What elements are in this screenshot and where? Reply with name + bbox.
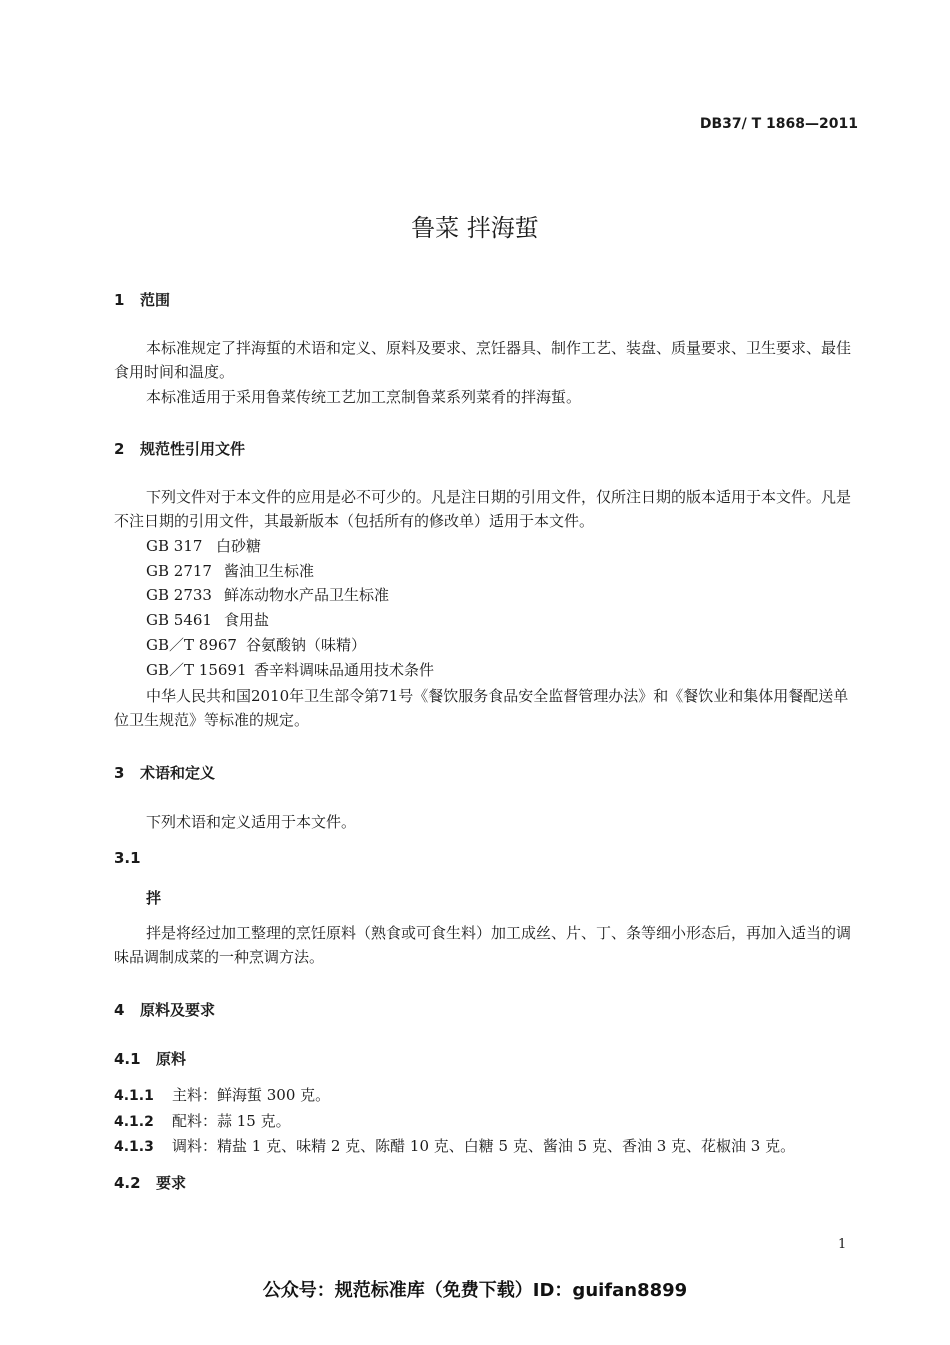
subsection-4-2-heading [114, 1172, 186, 1193]
ingredient-item [114, 1110, 291, 1131]
subsection-number: 4.2 [114, 1174, 141, 1192]
subsection-3-1-number: 3.1 [114, 849, 141, 867]
subsection-title: 要求 [156, 1174, 187, 1192]
document-number: DB37/ T 1868—2011 [699, 116, 858, 132]
section-number: 2 [114, 440, 125, 458]
item-text: 调料：精盐 1 克、味精 2 克、陈醋 10 克、白糖 5 克、酱油 5 克、香油 3 克、花椒油 3 克。 [172, 1137, 796, 1155]
section-title: 术语和定义 [140, 764, 216, 782]
reference-name: 食用盐 [224, 611, 270, 629]
reference-item [146, 634, 366, 655]
reference-code: GB／T 15691 [146, 661, 247, 679]
section-3-heading [114, 762, 215, 783]
reference-item [146, 584, 389, 605]
section-3-paragraph-1: 下列术语和定义适用于本文件。 [146, 813, 357, 831]
reference-item [146, 609, 269, 630]
item-number: 4.1.1 [114, 1088, 154, 1104]
reference-item [146, 560, 314, 581]
section-2-heading [114, 438, 245, 459]
page-title: 鲁菜 拌海蜇 [411, 214, 539, 242]
reference-code: GB／T 8967 [146, 636, 237, 654]
footer-watermark: 公众号：规范标准库（免费下载）ID：guifan8899 [262, 1280, 688, 1301]
subsection-number: 4.1 [114, 1050, 141, 1068]
section-number: 1 [114, 291, 125, 309]
reference-name: 鲜冻动物水产品卫生标准 [224, 586, 390, 604]
section-1-paragraph-2: 本标准适用于采用鲁菜传统工艺加工烹制鲁菜系列菜肴的拌海蜇。 [146, 388, 582, 406]
subsection-4-1-heading [114, 1048, 186, 1069]
ingredient-item [114, 1135, 795, 1156]
item-text: 配料：蒜 15 克。 [172, 1112, 291, 1130]
section-1-heading [114, 289, 170, 310]
reference-name: 酱油卫生标准 [224, 562, 315, 580]
reference-code: GB 5461 [146, 611, 212, 629]
ingredient-item [114, 1084, 330, 1105]
reference-code: GB 2733 [146, 586, 212, 604]
term-heading: 拌 [146, 889, 162, 907]
reference-name: 白砂糖 [216, 537, 262, 555]
section-title: 规范性引用文件 [140, 440, 246, 458]
subsection-title: 原料 [156, 1050, 187, 1068]
page-number: 1 [838, 1237, 847, 1252]
section-2-paragraph-1: 下列文件对于本文件的应用是必不可少的。凡是注日期的引用文件，仅所注日期的版本适用于本文件。凡是不注日期的引用文件，其最新版本（包括所有的修改单）适用于本文件。 [114, 488, 852, 530]
reference-name: 香辛料调味品通用技术条件 [254, 661, 435, 679]
reference-item [146, 535, 261, 556]
section-1-paragraph-1: 本标准规定了拌海蜇的术语和定义、原料及要求、烹饪器具、制作工艺、装盘、质量要求、卫生要求、最佳食用时间和温度。 [114, 339, 852, 381]
reference-code: GB 317 [146, 537, 203, 555]
section-number: 4 [114, 1001, 125, 1019]
reference-item [146, 659, 434, 680]
section-number: 3 [114, 764, 125, 782]
item-number: 4.1.3 [114, 1139, 154, 1155]
item-number: 4.1.2 [114, 1114, 154, 1130]
reference-name: 谷氨酸钠（味精） [246, 636, 367, 654]
section-2-paragraph-2: 中华人民共和国2010年卫生部令第71号《餐饮服务食品安全监督管理办法》和《餐饮业和集体用餐配送单位卫生规范》等标准的规定。 [114, 687, 849, 729]
reference-code: GB 2717 [146, 562, 212, 580]
section-title: 原料及要求 [140, 1001, 216, 1019]
term-definition: 拌是将经过加工整理的烹饪原料（熟食或可食生料）加工成丝、片、丁、条等细小形态后，再加入适当的调味品调制成菜的一种烹调方法。 [114, 924, 852, 966]
section-4-heading [114, 999, 215, 1020]
item-text: 主料：鲜海蜇 300 克。 [172, 1086, 331, 1104]
section-title: 范围 [140, 291, 171, 309]
